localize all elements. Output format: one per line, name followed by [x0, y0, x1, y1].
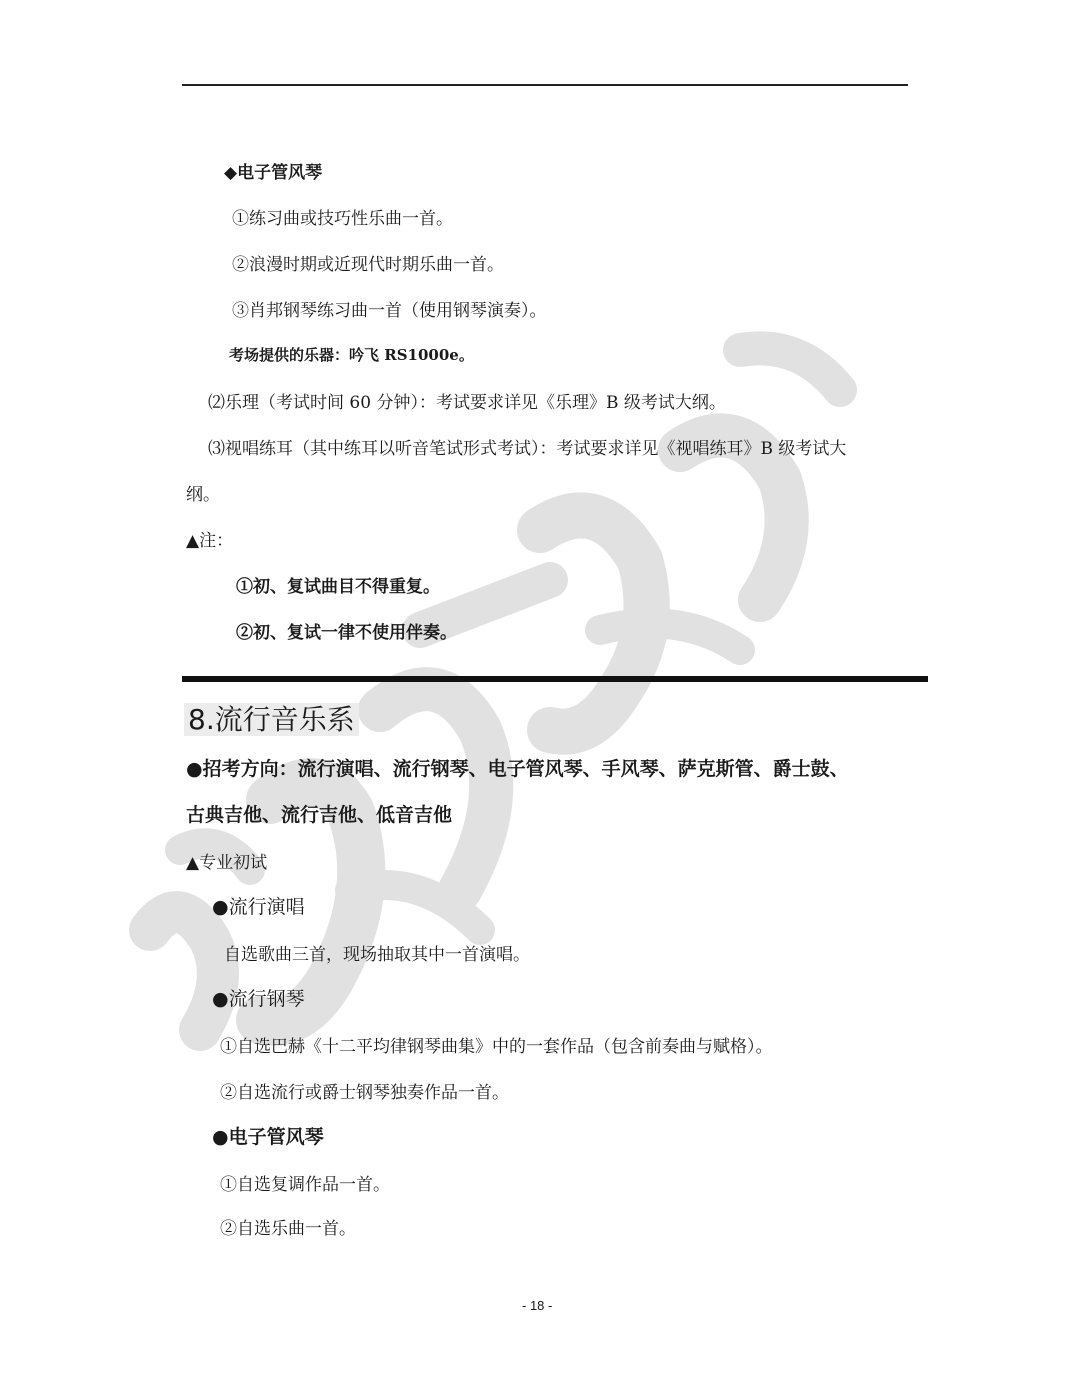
section-title — [184, 698, 359, 738]
section-divider — [182, 676, 928, 682]
organ-item-3: ③肖邦钢琴练习曲一首（使用钢琴演奏）。 — [232, 301, 547, 321]
prelim-heading: ▲专业初试 — [186, 853, 268, 873]
organ-item-1: ①练习曲或技巧性乐曲一首。 — [232, 209, 453, 229]
note-item-1: ①初、复试曲目不得重复。 — [236, 577, 440, 597]
page-number: - 18 - — [522, 1298, 553, 1313]
organ-item-2: ②浪漫时期或近现代时期乐曲一首。 — [232, 255, 504, 275]
organ2-item-1: ①自选复调作品一首。 — [220, 1175, 390, 1195]
pop-piano-item-2: ②自选流行或爵士钢琴独奏作品一首。 — [220, 1083, 509, 1103]
header-rule — [182, 84, 908, 86]
organ2-heading: ●电子管风琴 — [212, 1126, 324, 1148]
directions-line-2: 古典吉他、流行吉他、低音吉他 — [186, 804, 453, 826]
section-title-text: 8.流行音乐系 — [184, 703, 359, 736]
note-label: ▲注： — [186, 531, 234, 551]
organ-heading: ◆电子管风琴 — [224, 163, 323, 183]
note-item-2: ②初、复试一律不使用伴奏。 — [236, 623, 457, 643]
theory-line: ⑵乐理（考试时间 60 分钟）：考试要求详见《乐理》B 级考试大纲。 — [208, 393, 726, 413]
instrument-note: 考场提供的乐器：吟飞 RS1000e。 — [229, 346, 474, 364]
pop-vocal-heading: ●流行演唱 — [212, 896, 305, 918]
directions-line-1: ●招考方向：流行演唱、流行钢琴、电子管风琴、手风琴、萨克斯管、爵士鼓、 — [186, 758, 849, 780]
solfege-line-2: 纲。 — [186, 485, 220, 505]
solfege-line-1: ⑶视唱练耳（其中练耳以听音笔试形式考试）：考试要求详见《视唱练耳》B 级考试大 — [208, 439, 847, 459]
organ2-item-2: ②自选乐曲一首。 — [220, 1219, 356, 1239]
pop-vocal-text: 自选歌曲三首，现场抽取其中一首演唱。 — [224, 945, 530, 965]
pop-piano-heading: ●流行钢琴 — [212, 988, 305, 1010]
pop-piano-item-1: ①自选巴赫《十二平均律钢琴曲集》中的一套作品（包含前奏曲与赋格）。 — [220, 1037, 773, 1057]
